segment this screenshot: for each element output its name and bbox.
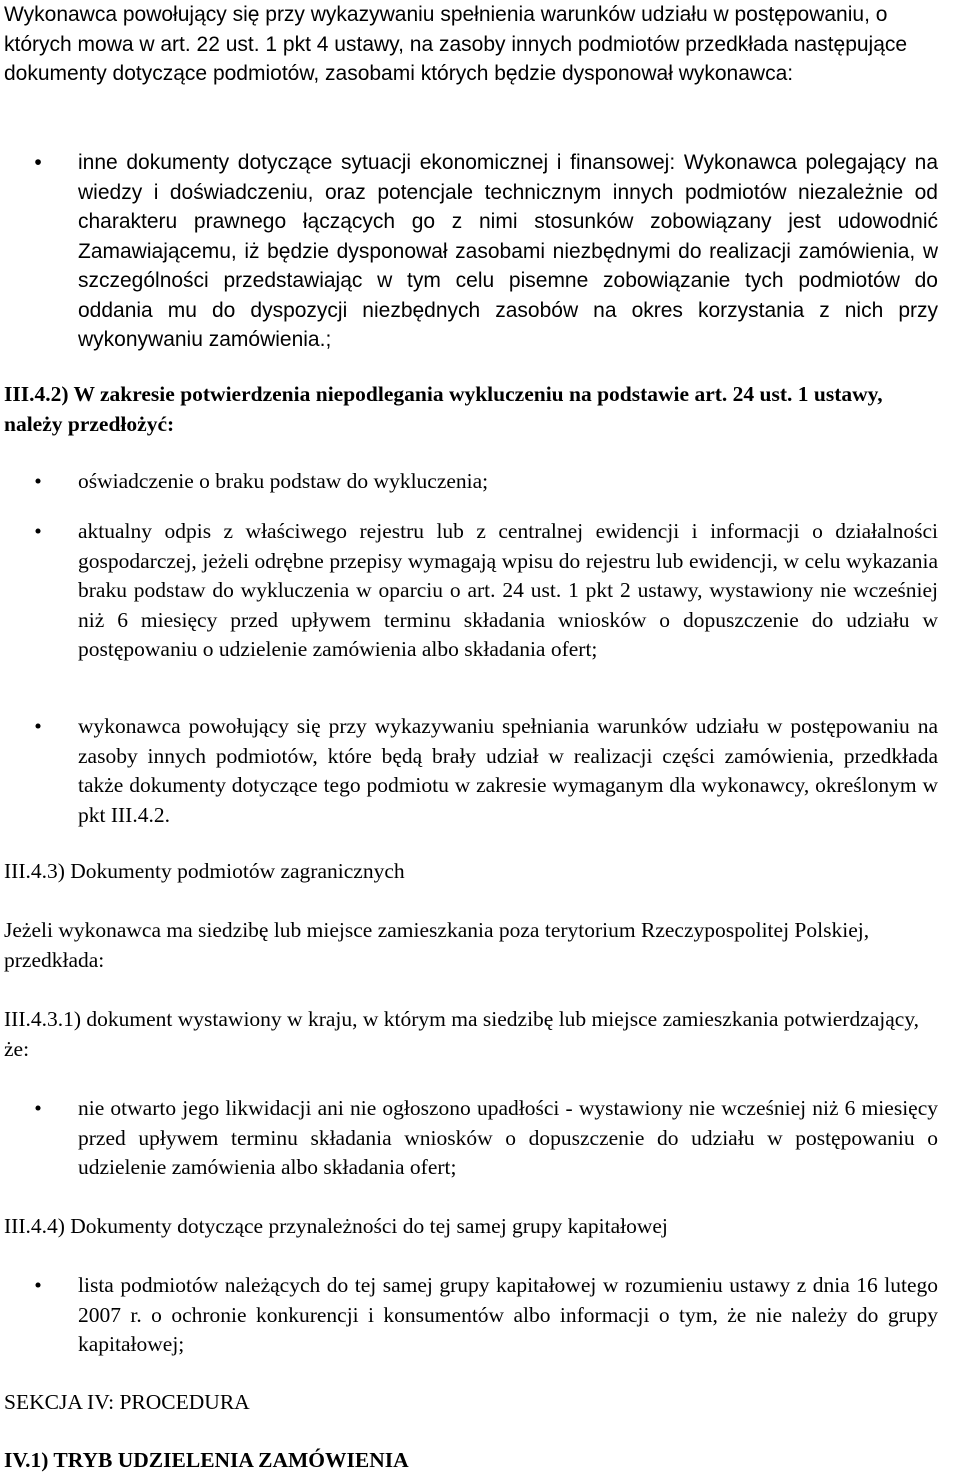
- bullet-icon: •: [34, 1096, 42, 1120]
- list-item-text: wykonawca powołujący się przy wykazywaniu spełniania warunków udziału w postępowaniu na zasoby innych podmiotów, które będą brały udział w realizacji części zamówienia, przedkłada także dokumenty dotyczące tego podmiotu w zakresie wymaganym dla wykonawcy, określonym w pkt III.4.2.: [78, 714, 938, 827]
- bullet-icon: •: [34, 1273, 42, 1297]
- bullet-icon: •: [34, 714, 42, 738]
- list-item-text: oświadczenie o braku podstaw do wykluczenia;: [78, 469, 489, 493]
- list-item-text: inne dokumenty dotyczące sytuacji ekonomicznej i finansowej: Wykonawca polegający na wiedzy i doświadczeniu, oraz potencjale technicznym innych podmiotów niezależnie od charakteru prawnego łączących go z nimi stosunków zobowiązany jest udowodnić Zamawiającemu, iż będzie dysponował zasobami niezbędnymi do realizacji zamówienia, w szczególności przedstawiając w tym celu pisemne zobowiązanie tych podmiotów do oddania mu do dyspozycji niezbędnych zasobów na okres korzystania z nich przy wykonywaniu zamówienia.;: [78, 151, 938, 351]
- list-item-text: lista podmiotów należących do tej samej grupy kapitałowej w rozumieniu ustawy z dnia 16 lutego 2007 r. o ochronie konkurencji i konsumentów albo informacji o tym, że nie należy do grupy kapitałowej;: [78, 1273, 938, 1356]
- section-title-IV: SEKCJA IV: PROCEDURA: [4, 1390, 250, 1414]
- section-heading-III-4-2: III.4.2) W zakresie potwierdzenia niepodlegania wykluczeniu na podstawie art. 24 ust. 1 ustawy, należy przedłożyć:: [4, 382, 883, 436]
- bullet-icon: •: [34, 469, 42, 493]
- section-heading-III-4-3-1: III.4.3.1) dokument wystawiony w kraju, w którym ma siedzibę lub miejsce zamieszkania potwierdzający, że:: [4, 1007, 920, 1061]
- subsection-heading-IV-1: IV.1) TRYB UDZIELENIA ZAMÓWIENIA: [4, 1448, 409, 1472]
- bullet-icon: •: [34, 519, 42, 543]
- section-heading-III-4-4: III.4.4) Dokumenty dotyczące przynależności do tej samej grupy kapitałowej: [4, 1214, 668, 1238]
- list-item-text: aktualny odpis z właściwego rejestru lub z centralnej ewidencji i informacji o działalności gospodarczej, jeżeli odrębne przepisy wymagają wpisu do rejestru lub ewidencji, w celu wykazania braku podstaw do wykluczenia w oparciu o art. 24 ust. 1 pkt 2 ustawy, wystawiony nie wcześniej niż 6 miesięcy przed upływem terminu składania wniosków o dopuszczenie do udziału w postępowaniu o udzielenie zamówienia albo składania ofert;: [78, 519, 938, 661]
- bullet-icon: •: [34, 151, 42, 174]
- section-heading-III-4-3: III.4.3) Dokumenty podmiotów zagranicznych: [4, 859, 405, 883]
- list-item-text: nie otwarto jego likwidacji ani nie ogłoszono upadłości - wystawiony nie wcześniej niż 6 miesięcy przed upływem terminu składania wniosków o dopuszczenie do udziału w postępowaniu o udzielenie zamówienia albo składania ofert;: [78, 1096, 938, 1179]
- intro-paragraph: Wykonawca powołujący się przy wykazywaniu spełnienia warunków udziału w postępowaniu, o których mowa w art. 22 ust. 1 pkt 4 ustawy, na zasoby innych podmiotów przedkłada następujące dokumenty dotyczące podmiotów, zasobami których będzie dysponował wykonawca:: [4, 3, 908, 85]
- foreign-intro-paragraph: Jeżeli wykonawca ma siedzibę lub miejsce zamieszkania poza terytorium Rzeczypospolitej Polskiej, przedkłada:: [4, 918, 870, 972]
